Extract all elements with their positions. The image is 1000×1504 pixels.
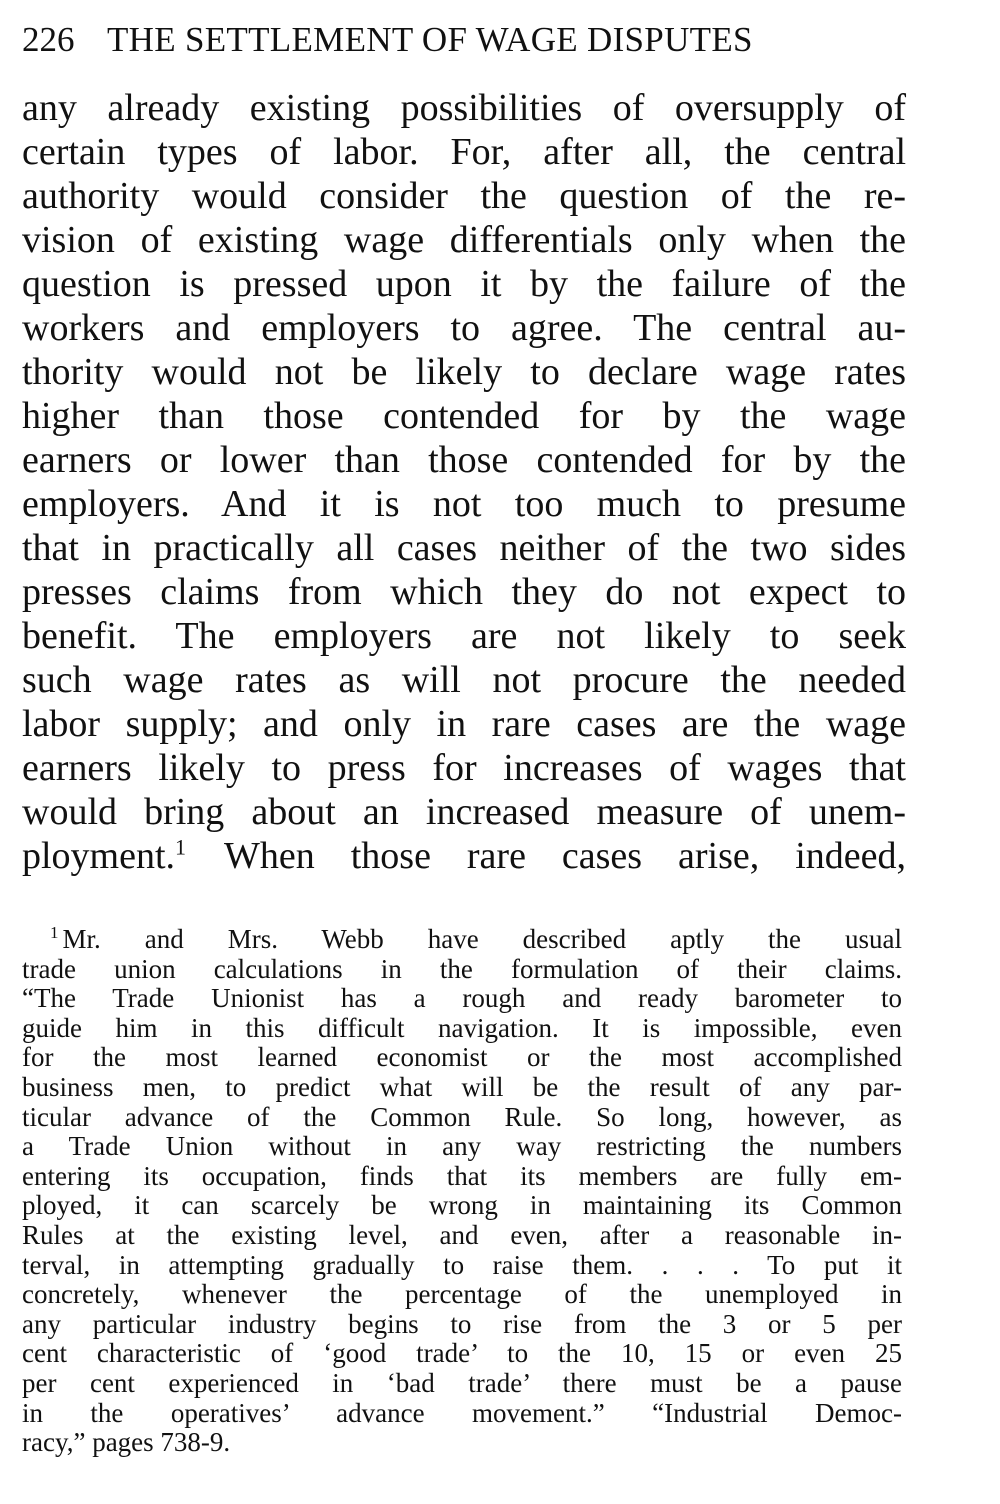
footnote-line: in the operatives’ advance movement.” “Industrial Democ- bbox=[22, 1397, 902, 1428]
running-title: THE SETTLEMENT OF WAGE DISPUTES bbox=[107, 20, 753, 59]
body-line: workers and employers to agree. The central au- bbox=[22, 307, 906, 349]
body-line: such wage rates as will not procure the needed bbox=[22, 659, 906, 701]
body-line: that in practically all cases neither of the two sides bbox=[22, 527, 906, 569]
footnote-line: per cent experienced in ‘bad trade’ there must be a pause bbox=[22, 1367, 902, 1398]
footnote-line: Rules at the existing level, and even, after a reasonable in- bbox=[22, 1219, 902, 1250]
footnote-line: trade union calculations in the formulation of their claims. bbox=[22, 953, 902, 984]
footnote bbox=[22, 925, 902, 1458]
body-line: employers. And it is not too much to presume bbox=[22, 483, 906, 525]
body-line: labor supply; and only in rare cases are the wage bbox=[22, 703, 906, 745]
body-line: presses claims from which they do not expect to bbox=[22, 571, 906, 613]
footnote-line: business men, to predict what will be the result of any par- bbox=[22, 1071, 902, 1102]
body-line-last bbox=[22, 834, 906, 878]
body-line: benefit. The employers are not likely to seek bbox=[22, 615, 906, 657]
footnote-line bbox=[22, 925, 902, 955]
footnote-line: any particular industry begins to rise from the 3 or 5 per bbox=[22, 1308, 902, 1339]
footnote-line: concretely, whenever the percentage of the unemployed in bbox=[22, 1279, 902, 1310]
footnote-line: terval, in attempting gradually to raise them. . . . To put it bbox=[22, 1249, 902, 1280]
footnote-line-last: racy,” pages 738-9. bbox=[22, 1427, 231, 1458]
body-line: certain types of labor. For, after all, the central bbox=[22, 131, 906, 173]
running-head bbox=[22, 18, 902, 62]
footnote-marker: 1 bbox=[50, 923, 59, 942]
footnote-line: entering its occupation, finds that its members are fully em- bbox=[22, 1160, 902, 1191]
body-line: earners or lower than those contended for by the bbox=[22, 439, 906, 481]
page-number: 226 bbox=[22, 20, 75, 59]
footnote-reference[interactable]: 1 bbox=[175, 834, 187, 860]
body-line: higher than those contended for by the wage bbox=[22, 395, 906, 437]
footnote-line-text: Mr. and Mrs. Webb have described aptly the usual bbox=[62, 924, 902, 954]
footnote-line: for the most learned economist or the most accomplished bbox=[22, 1042, 902, 1073]
body-line: thority would not be likely to declare wage rates bbox=[22, 351, 906, 393]
footnote-line: a Trade Union without in any way restricting the numbers bbox=[22, 1131, 902, 1162]
body-text bbox=[22, 86, 906, 878]
body-line: would bring about an increased measure of unem- bbox=[22, 791, 906, 833]
body-line: vision of existing wage differentials only when the bbox=[22, 219, 906, 261]
body-line: authority would consider the question of the re- bbox=[22, 175, 906, 217]
footnote-line: “The Trade Unionist has a rough and ready barometer to bbox=[22, 983, 902, 1014]
footnote-line: guide him in this difficult navigation. It is impossible, even bbox=[22, 1012, 902, 1043]
body-line: any already existing possibilities of oversupply of bbox=[22, 87, 906, 129]
body-line: earners likely to press for increases of wages that bbox=[22, 747, 906, 789]
footnote-line: ticular advance of the Common Rule. So long, however, as bbox=[22, 1101, 902, 1132]
footnote-line: cent characteristic of ‘good trade’ to the 10, 15 or even 25 bbox=[22, 1338, 902, 1369]
body-line-end: When those rare cases arise, indeed, bbox=[224, 835, 906, 877]
body-line: question is pressed upon it by the failure of the bbox=[22, 263, 906, 305]
footnote-line: ployed, it can scarcely be wrong in maintaining its Common bbox=[22, 1190, 902, 1221]
body-line-start: ployment. bbox=[22, 835, 176, 877]
